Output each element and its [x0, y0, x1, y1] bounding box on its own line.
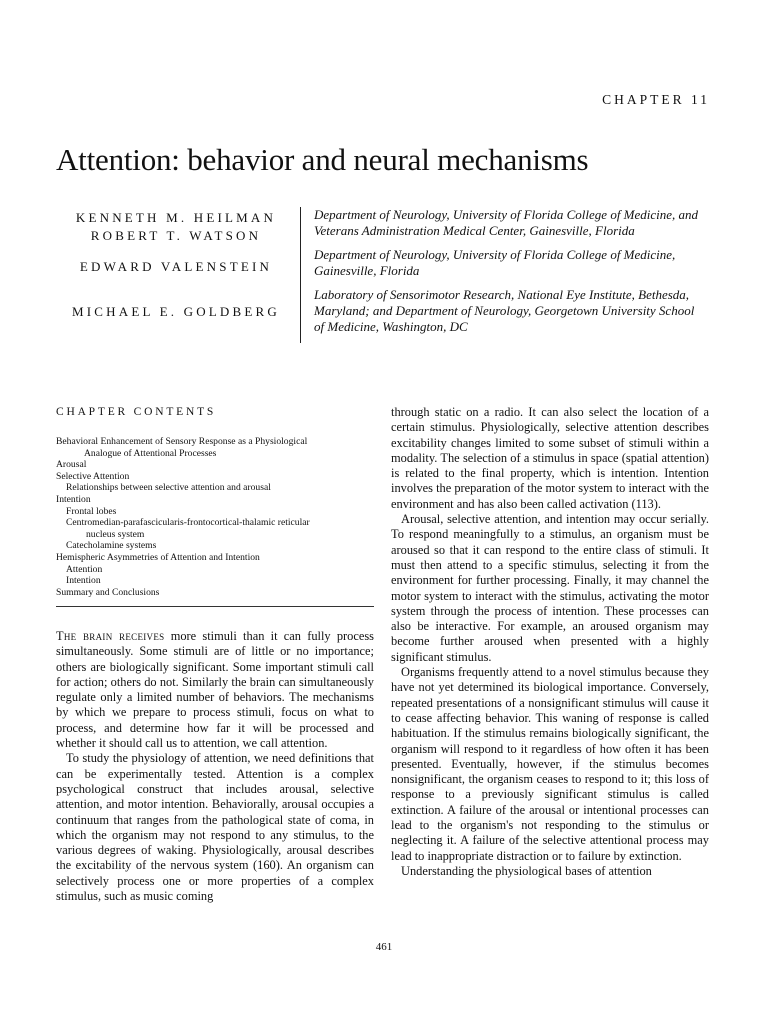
contents-heading: CHAPTER CONTENTS [56, 406, 217, 418]
author-names [56, 247, 296, 287]
body-paragraph: Arousal, selective attention, and intention may occur serially. To respond meaningfully to a stimulus, an organism must be aroused so that it can respond to the entire class of stimuli. It must then attend to a specific stimulus, selecting it from the environment for further processing. Finally, it may channel the motor system to interact with the stimulus, activating the motor system through the process of intention. These processes can also be interactive. For example, an aroused organism may become further aroused when presented with a highly significant stimulus. [391, 512, 709, 664]
lead-in: The brain receives [56, 629, 165, 643]
toc-item[interactable]: Selective Attention [56, 470, 130, 482]
toc-item[interactable]: Attention [66, 563, 103, 575]
toc-item[interactable]: Centromedian-parafascicularis-frontocortical-thalamic reticular [66, 517, 310, 529]
author-name: KENNETH M. HEILMAN [75, 210, 277, 225]
toc-item[interactable]: Intention [56, 493, 91, 505]
toc-item[interactable]: nucleus system [86, 528, 145, 540]
body-paragraph: Understanding the physiological bases of attention [401, 863, 652, 878]
toc-item[interactable]: Catecholamine systems [66, 540, 157, 552]
contents-divider [56, 606, 374, 607]
author-names [56, 287, 296, 343]
author-affiliation: Department of Neurology, University of Florida College of Medicine, Gainesville, Florida [300, 247, 704, 287]
author-names [56, 207, 296, 247]
toc-item[interactable]: Hemispheric Asymmetries of Attention and Intention [56, 551, 260, 563]
paragraph-text: more stimuli than it can fully process simultaneously. Some stimuli are of little or no importance; others are biologically significant. Some important stimuli call for action; others do not. Similarly the brain can simultaneously regulate only a limited number of behaviors. The mechanisms by which we prepare to process stimuli, focus on what to process, and determine how far it will be processed and whether it should call us to attention, we call attention. [56, 629, 374, 751]
body-column-right [391, 405, 709, 879]
toc-item[interactable]: Frontal lobes [66, 505, 117, 517]
body-paragraph: To study the physiology of attention, we need definitions that can be experimentally tested. Attention is a complex psychological construct that includes arousal, selective attention, and motor intention. Behaviorally, arousal occupies a continuum that ranges from the pathological state of coma, in which the organism may not respond to any stimulus, to the various degrees of waking. Physiologically, arousal describes the excitability of the nervous system (160). An organism can selectively process one or more properties of a complex stimulus, such as music coming [56, 751, 374, 904]
author-affiliation: Department of Neurology, University of Florida College of Medicine, and Veterans Administration Medical Center, Gainesville, Florida [300, 207, 704, 247]
author-group-2 [56, 247, 716, 287]
toc-item[interactable]: Relationships between selective attention and arousal [66, 482, 271, 494]
body-paragraph: through static on a radio. It can also select the location of a certain stimulus. Physiologically, selective attention describes excitability changes limited to some subset of stimuli within a modality. The selection of a stimulus in space (spatial attention) is related to the final property, which is intention. Intention involves the preparation of the motor system to interact with the environment and has also been called activation (113). [391, 405, 709, 511]
toc-item[interactable]: Summary and Conclusions [56, 586, 160, 598]
page-title: Attention: behavior and neural mechanisms [56, 142, 589, 177]
toc-item[interactable]: Analogue of Attentional Processes [84, 447, 217, 459]
author-name: ROBERT T. WATSON [90, 228, 262, 243]
contents-list [56, 436, 374, 598]
author-affiliation: Laboratory of Sensorimotor Research, National Eye Institute, Bethesda, Maryland; and Department of Neurology, Georgetown University School of Medicine, Washington, DC [300, 287, 704, 343]
page-number: 461 [375, 941, 393, 953]
body-column-left [56, 629, 374, 904]
toc-item[interactable]: Arousal [56, 459, 87, 471]
chapter-contents [56, 406, 374, 598]
author-group-3 [56, 287, 716, 343]
authors-block [56, 207, 716, 343]
toc-item[interactable]: Behavioral Enhancement of Sensory Response as a Physiological [56, 436, 308, 447]
body-paragraph: Organisms frequently attend to a novel stimulus because they have not yet determined its biological importance. Conversely, repeated presentations of a nonsignificant stimulus will cause it to cease affecting behavior. This waning of response is called habituation. If the stimulus remains biologically significant, the organism will respond to it regardless of how often it has been presented. Eventually, however, if the stimulus becomes nonsignificant, the organism ceases to respond to it; this loss of response to a previously significant stimulus is called extinction. A failure of the arousal or intentional processes can lead to the organism's not responding to the stimulus or neglecting it. A failure of the selective attentional process may lead to inappropriate distraction or to failure by extinction. [391, 665, 709, 863]
chapter-label: CHAPTER 11 [602, 92, 710, 107]
body-paragraph [56, 629, 374, 751]
author-name: EDWARD VALENSTEIN [79, 259, 273, 274]
author-name: MICHAEL E. GOLDBERG [71, 304, 280, 319]
author-group-1 [56, 207, 716, 247]
toc-item[interactable]: Intention [66, 575, 101, 587]
